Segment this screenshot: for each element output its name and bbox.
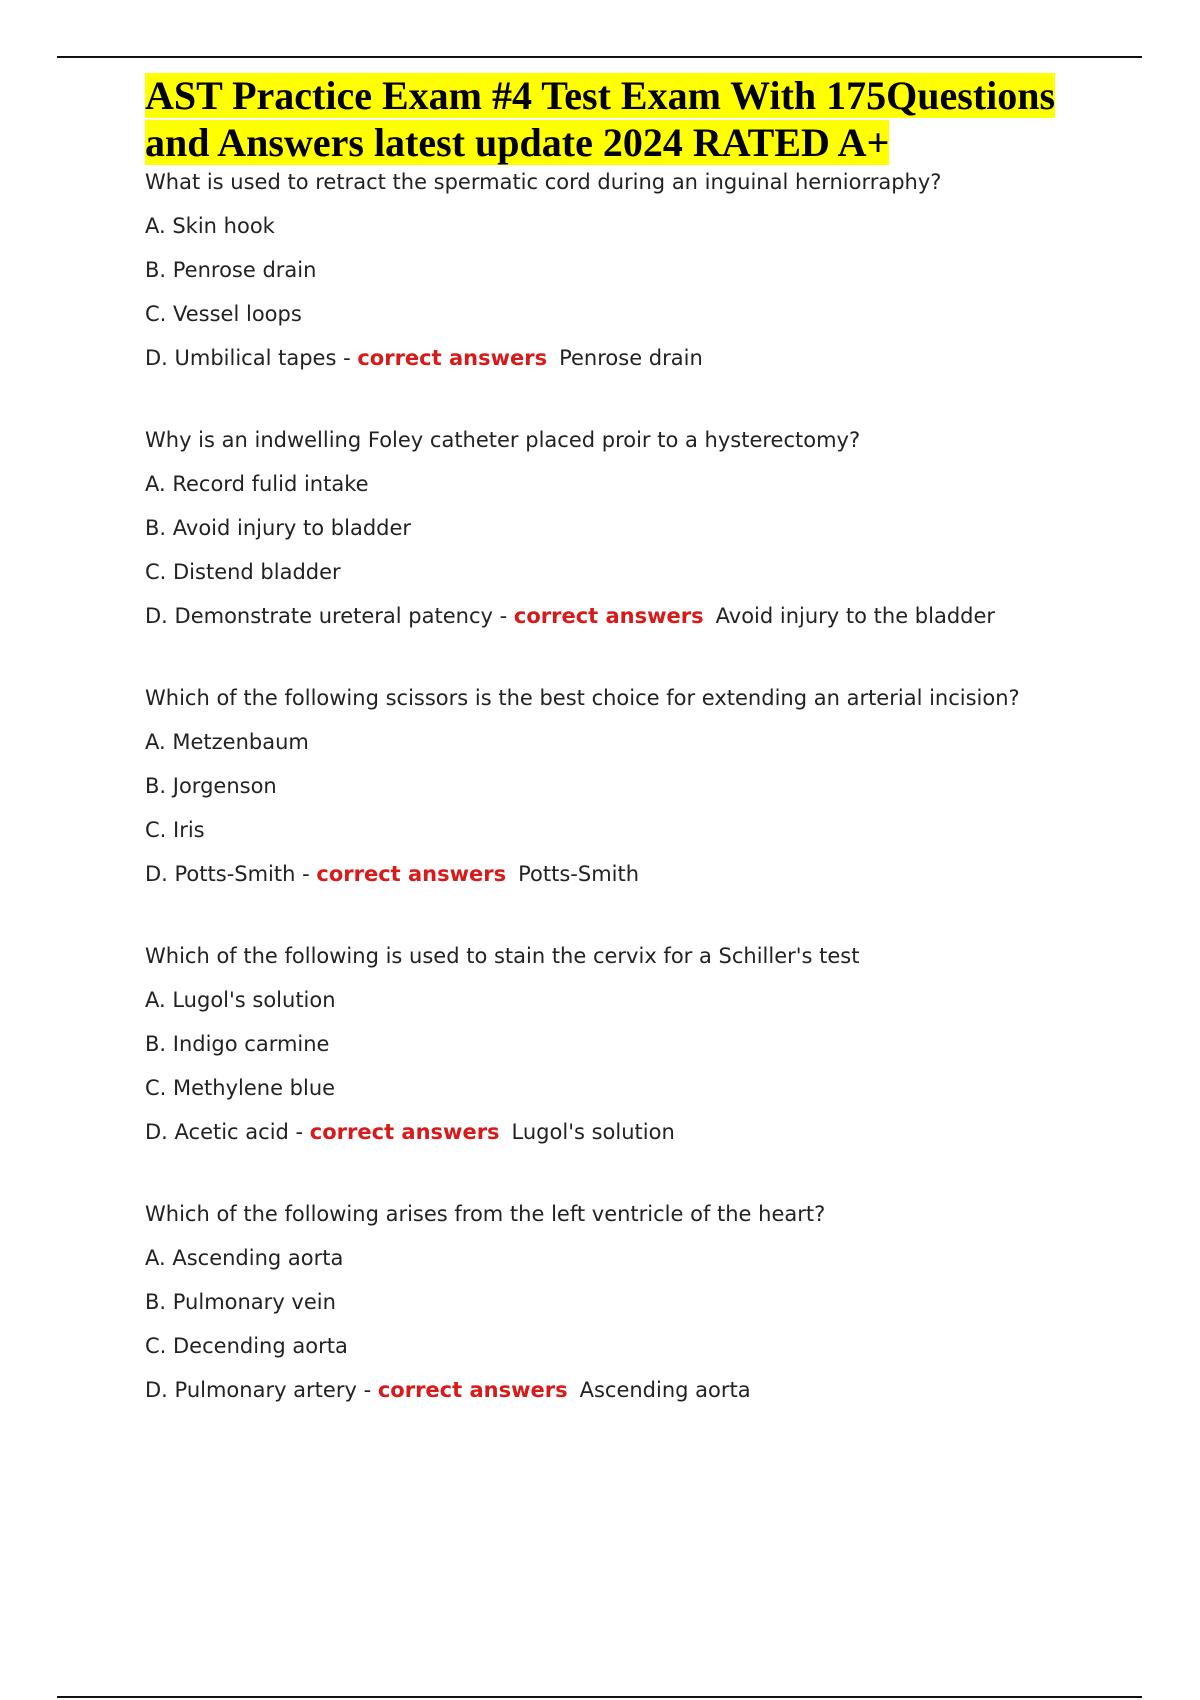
correct-answers-label: correct answers	[377, 1378, 568, 1402]
question-block	[145, 684, 1145, 888]
answer-text: Potts-Smith	[518, 862, 640, 886]
answer-text: Lugol's solution	[511, 1120, 675, 1144]
question-text: Why is an indwelling Foley catheter placed proir to a hysterectomy?	[145, 428, 861, 452]
question-block	[145, 426, 1145, 630]
title-line-1: AST Practice Exam #4 Test Exam With 175Questions	[145, 73, 1056, 118]
option-a: A. Ascending aorta	[145, 1246, 344, 1270]
document-body	[145, 72, 1145, 1404]
option-d-with-answer	[145, 1118, 1145, 1146]
correct-answers-label: correct answers	[316, 862, 507, 886]
option-a: A. Record fulid intake	[145, 472, 369, 496]
option-c: C. Iris	[145, 818, 205, 842]
option-d: D. Acetic acid	[145, 1120, 289, 1144]
question-block	[145, 942, 1145, 1146]
question-text: What is used to retract the spermatic cord during an inguinal herniorraphy?	[145, 170, 942, 194]
answer-separator: -	[288, 1120, 310, 1144]
option-c: C. Vessel loops	[145, 302, 302, 326]
option-d: D. Pulmonary artery	[145, 1378, 357, 1402]
option-d-with-answer	[145, 860, 1145, 888]
answer-separator: -	[295, 862, 317, 886]
answer-text: Avoid injury to the bladder	[715, 604, 996, 628]
option-a: A. Metzenbaum	[145, 730, 309, 754]
option-c: C. Methylene blue	[145, 1076, 336, 1100]
option-a: A. Skin hook	[145, 214, 275, 238]
question-text: Which of the following is used to stain the cervix for a Schiller's test	[145, 944, 860, 968]
question-text: Which of the following arises from the left ventricle of the heart?	[145, 1202, 826, 1226]
option-d-with-answer	[145, 1376, 1145, 1404]
top-rule	[57, 56, 1142, 58]
answer-text: Ascending aorta	[579, 1378, 751, 1402]
answer-separator: -	[336, 346, 358, 370]
answer-separator: -	[492, 604, 514, 628]
option-b: B. Penrose drain	[145, 258, 317, 282]
question-block	[145, 1200, 1145, 1404]
question-block	[145, 168, 1145, 372]
title-line-2: and Answers latest update 2024 RATED A+	[145, 120, 890, 165]
correct-answers-label: correct answers	[513, 604, 704, 628]
option-d: D. Potts-Smith	[145, 862, 296, 886]
correct-answers-label: correct answers	[357, 346, 548, 370]
option-b: B. Pulmonary vein	[145, 1290, 336, 1314]
option-b: B. Avoid injury to bladder	[145, 516, 412, 540]
option-d-with-answer	[145, 602, 1145, 630]
option-c: C. Distend bladder	[145, 560, 341, 584]
option-a: A. Lugol's solution	[145, 988, 336, 1012]
option-d-with-answer	[145, 344, 1145, 372]
option-b: B. Jorgenson	[145, 774, 277, 798]
answer-text: Penrose drain	[559, 346, 703, 370]
option-d: D. Umbilical tapes	[145, 346, 337, 370]
answer-separator: -	[356, 1378, 378, 1402]
document-title	[145, 72, 1145, 166]
option-d: D. Demonstrate ureteral patency	[145, 604, 493, 628]
option-b: B. Indigo carmine	[145, 1032, 330, 1056]
correct-answers-label: correct answers	[309, 1120, 500, 1144]
bottom-rule	[57, 1696, 1142, 1698]
option-c: C. Decending aorta	[145, 1334, 348, 1358]
question-text: Which of the following scissors is the best choice for extending an arterial incision?	[145, 686, 1020, 710]
